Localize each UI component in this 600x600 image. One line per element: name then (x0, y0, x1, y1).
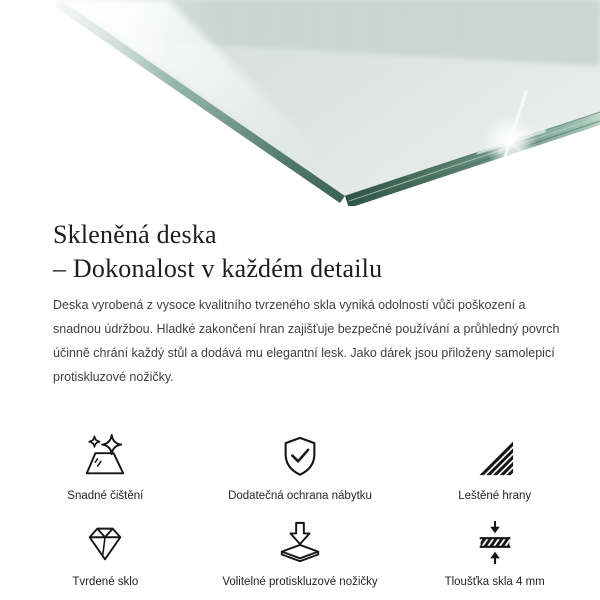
product-description: Deska vyrobená z vysoce kvalitního tvrzeného skla vyniká odolností vůči poškození a snadnou údržbou. Hladké zakončení hran zajišťuje bezpečné používání a průhledný povrch účinně chrání každý stůl a dodává mu elegantní lesk. Jako dárek jsou přiloženy samolepicí protiskluzové nožičky. (53, 298, 560, 384)
product-info (0, 218, 600, 389)
feature-item-glass-thickness (397, 520, 592, 589)
feature-label: Leštěné hrany (458, 490, 532, 502)
sparkle-clean-surface-icon (82, 434, 128, 480)
anti-slip-feet-icon (277, 520, 323, 566)
feature-item-polished-edges (397, 434, 592, 503)
polished-edges-hatch-icon (472, 434, 518, 480)
feature-label: Tloušťka skla 4 mm (444, 576, 545, 588)
feature-item-tempered-glass (8, 520, 203, 589)
glass-thickness-icon (472, 520, 518, 566)
page-title-line2: – Dokonalost v každém detailu (53, 254, 383, 283)
page-title-line1: Skleněná deska (53, 220, 217, 249)
feature-item-easy-cleaning (8, 434, 203, 503)
feature-label: Tvrdené sklo (72, 576, 139, 588)
white-fade-overlay (0, 0, 175, 206)
hero-section (0, 0, 600, 206)
feature-label: Dodatečná ochrana nábytku (228, 490, 372, 502)
feature-item-anti-slip-feet (203, 520, 398, 589)
feature-item-furniture-protection (203, 434, 398, 503)
page-title (53, 218, 560, 286)
feature-label: Snadné čištění (67, 490, 144, 502)
feature-label: Volitelné protiskluzové nožičky (222, 576, 378, 588)
glass-plate-photo (0, 0, 600, 206)
features-grid (8, 434, 592, 589)
diamond-icon (82, 520, 128, 566)
shield-check-icon (277, 434, 323, 480)
